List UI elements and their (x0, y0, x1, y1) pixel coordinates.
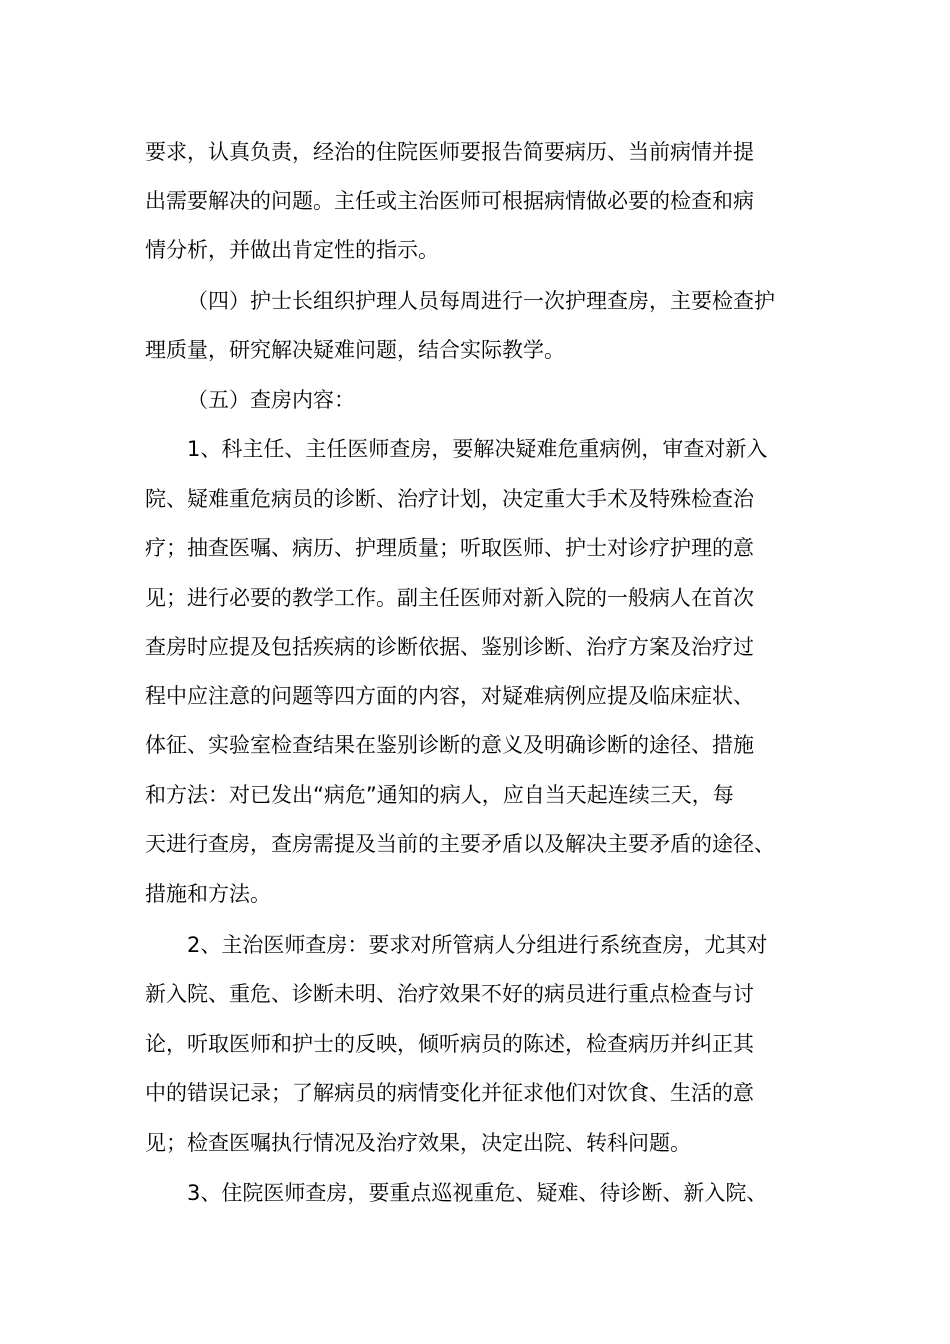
list-item-start: 3、住院医师查房，要重点巡视重危、疑难、待诊断、新入院、 (187, 1181, 768, 1205)
text-line: 要求，认真负责，经治的住院医师要报告简要病历、当前病情并提 (145, 140, 754, 164)
text-line: 和方法：对已发出“病危”通知的病人，应自当天起连续三天，每 (145, 783, 734, 807)
text-line: 出需要解决的问题。主任或主治医师可根据病情做必要的检查和病 (145, 189, 754, 213)
text-line: 体征、实验室检查结果在鉴别诊断的意义及明确诊断的途径、措施 (145, 733, 754, 757)
text-line: 程中应注意的问题等四方面的内容，对疑难病例应提及临床症状、 (145, 684, 754, 708)
text-line: 查房时应提及包括疾病的诊断依据、鉴别诊断、治疗方案及治疗过 (145, 635, 754, 659)
text-line: 中的错误记录；了解病员的病情变化并征求他们对饮食、生活的意 (145, 1081, 754, 1105)
text-line: 理质量，研究解决疑难问题，结合实际教学。 (145, 338, 565, 362)
text-line: 见；检查医嘱执行情况及治疗效果，决定出院、转科问题。 (145, 1131, 691, 1155)
text-line: 论，听取医师和护士的反映，倾听病员的陈述，检查病历并纠正其 (145, 1032, 754, 1056)
text-line: 见；进行必要的教学工作。副主任医师对新入院的一般病人在首次 (145, 586, 754, 610)
list-item-start: 1、科主任、主任医师查房，要解决疑难危重病例，审查对新入 (187, 437, 768, 461)
text-line: 情分析，并做出肯定性的指示。 (145, 238, 439, 262)
text-line: 新入院、重危、诊断未明、治疗效果不好的病员进行重点检查与讨 (145, 982, 754, 1006)
section-heading: （五）查房内容： (187, 388, 355, 412)
text-line: 天进行查房，查房需提及当前的主要矛盾以及解决主要矛盾的途径、 (145, 832, 775, 856)
text-line: 院、疑难重危病员的诊断、治疗计划，决定重大手术及特殊检查治 (145, 487, 754, 511)
text-line: 措施和方法。 (145, 882, 271, 906)
text-line: 疗；抽查医嘱、病历、护理质量；听取医师、护士对诊疗护理的意 (145, 536, 754, 560)
list-item-start: 2、主治医师查房：要求对所管病人分组进行系统查房，尤其对 (187, 933, 768, 957)
paragraph-heading: （四）护士长组织护理人员每周进行一次护理查房，主要检查护 (187, 289, 775, 313)
